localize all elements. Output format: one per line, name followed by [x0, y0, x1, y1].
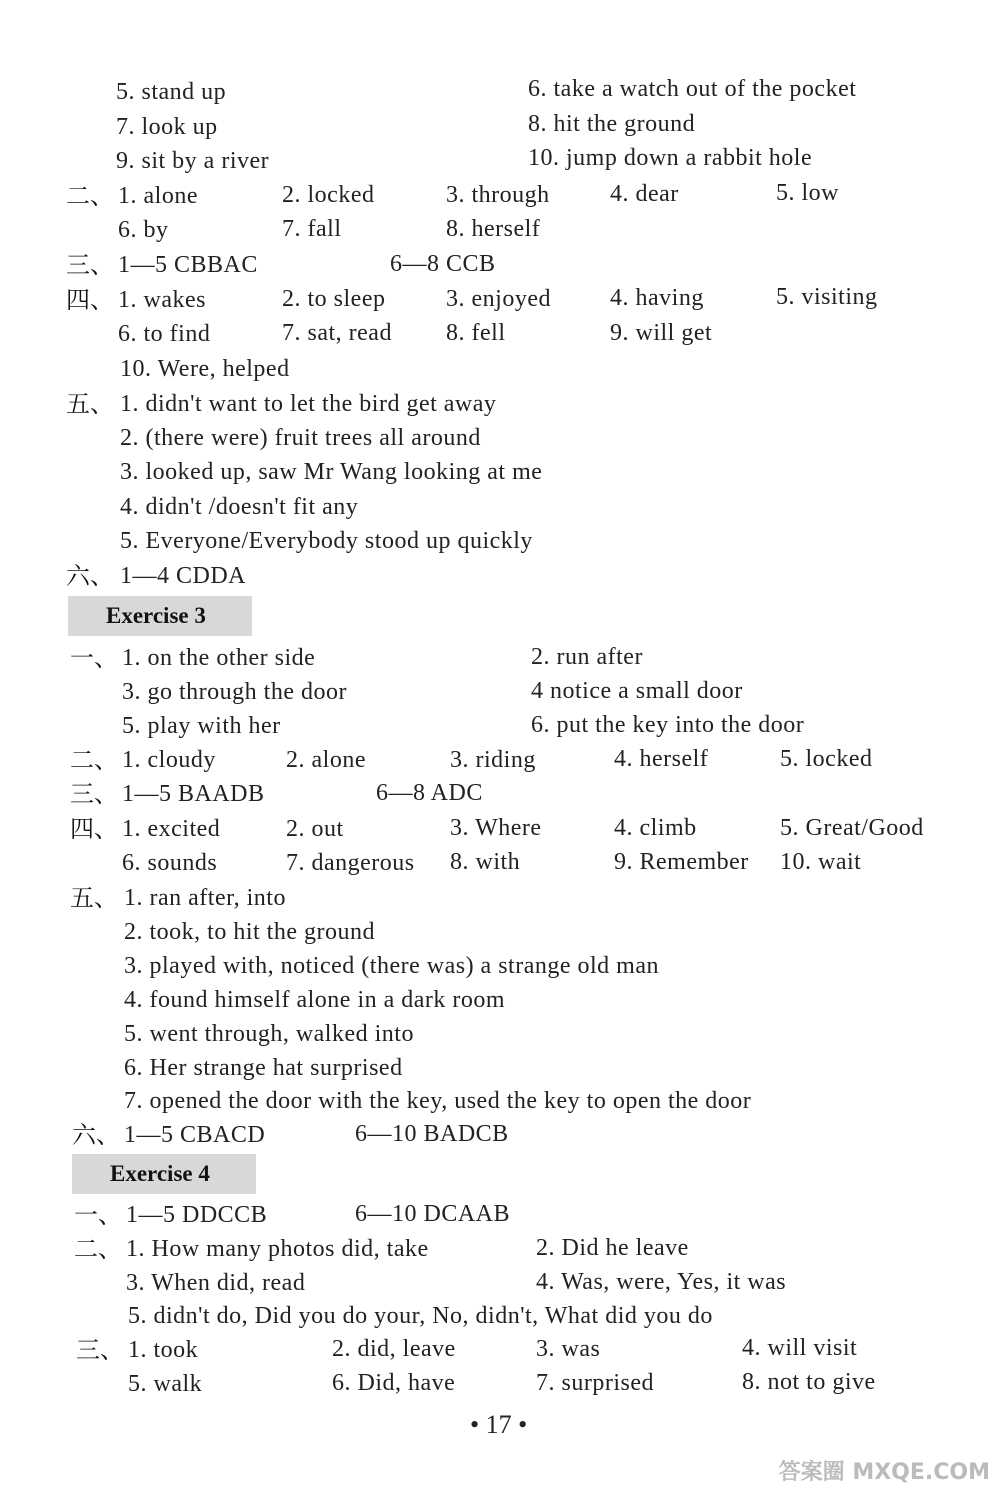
- answer-item: 6—8 CCB: [390, 251, 496, 277]
- section-marker: 二、: [74, 1235, 122, 1263]
- answer-item: 8. fell: [446, 320, 506, 346]
- answer-item: 8. hit the ground: [528, 111, 696, 137]
- answer-item: 3. go through the door: [122, 679, 347, 705]
- answer-item: 6. to find: [118, 321, 211, 347]
- answer-item: 9. sit by a river: [116, 148, 270, 174]
- answer-item: 2. (there were) fruit trees all around: [120, 425, 481, 451]
- answer-item: 7. dangerous: [286, 850, 415, 876]
- answer-item: 4. climb: [614, 815, 697, 841]
- answer-item: 2. alone: [286, 747, 366, 773]
- answer-item: 3. enjoyed: [446, 286, 551, 312]
- answer-item: 5. didn't do, Did you do your, No, didn't, What did you do: [128, 1303, 713, 1329]
- answer-item: 7. surprised: [536, 1370, 654, 1396]
- answer-item: 10. Were, helped: [120, 356, 290, 382]
- section-marker: 六、: [66, 562, 114, 590]
- answer-item: 3. Where: [450, 815, 542, 841]
- answer-item: 1. cloudy: [122, 747, 216, 773]
- answer-item: 6—10 DCAAB: [355, 1201, 511, 1227]
- section-marker: 四、: [70, 815, 118, 843]
- answer-item: 2. run after: [531, 644, 643, 670]
- answer-item: 5. Great/Good: [780, 815, 924, 841]
- answer-item: 6. sounds: [122, 850, 218, 876]
- answer-item: 1. How many photos did, take: [126, 1236, 429, 1262]
- answer-item: 7. look up: [116, 114, 218, 140]
- answer-item: 2. took, to hit the ground: [124, 919, 375, 945]
- answer-item: 2. Did he leave: [536, 1235, 689, 1261]
- section-marker: 四、: [66, 286, 114, 314]
- answer-item: 1. ran after, into: [124, 885, 286, 911]
- section-marker: 二、: [70, 746, 118, 774]
- answer-item: 1—5 DDCCB: [126, 1202, 268, 1228]
- page-number: • 17 •: [470, 1410, 528, 1439]
- answer-item: 5. Everyone/Everybody stood up quickly: [120, 528, 533, 554]
- section-marker: 一、: [74, 1201, 122, 1229]
- answer-item: 5. walk: [128, 1371, 203, 1397]
- answer-item: 4 notice a small door: [531, 678, 743, 704]
- section-marker: 六、: [72, 1121, 120, 1149]
- exercise-header: Exercise 3: [68, 596, 252, 636]
- watermark: 答案圈 MXQE.COM: [778, 1460, 990, 1485]
- answer-item: 1. wakes: [118, 287, 206, 313]
- answer-item: 6—8 ADC: [376, 780, 483, 806]
- answer-item: 8. with: [450, 849, 521, 875]
- answer-item: 1. took: [128, 1337, 199, 1363]
- answer-item: 4. having: [610, 285, 704, 311]
- answer-item: 1—5 BAADB: [122, 781, 265, 807]
- section-marker: 三、: [66, 251, 114, 279]
- answer-item: 8. herself: [446, 216, 541, 242]
- answer-item: 9. will get: [610, 320, 713, 346]
- answer-item: 4. dear: [610, 181, 679, 207]
- section-marker: 一、: [70, 644, 118, 672]
- answer-item: 5. locked: [780, 746, 873, 772]
- answer-item: 6. take a watch out of the pocket: [528, 76, 857, 102]
- section-marker: 五、: [70, 884, 118, 912]
- answer-item: 7. fall: [282, 216, 342, 242]
- answer-item: 3. through: [446, 182, 550, 208]
- answer-item: 2. out: [286, 816, 344, 842]
- answer-item: 6. by: [118, 217, 169, 243]
- answer-item: 1—5 CBBAC: [118, 252, 258, 278]
- answer-item: 2. locked: [282, 182, 375, 208]
- section-marker: 三、: [76, 1336, 124, 1364]
- answer-item: 6—10 BADCB: [355, 1121, 509, 1147]
- answer-item: 4. herself: [614, 746, 709, 772]
- answer-item: 4. found himself alone in a dark room: [124, 987, 506, 1013]
- answer-item: 4. will visit: [742, 1335, 858, 1361]
- answer-item: 1. on the other side: [122, 645, 316, 671]
- exercise-header: Exercise 4: [72, 1154, 256, 1194]
- answer-item: 3. riding: [450, 747, 536, 773]
- answer-item: 1—4 CDDA: [120, 563, 247, 589]
- answer-item: 5. visiting: [776, 284, 878, 310]
- answer-item: 1. excited: [122, 816, 221, 842]
- answer-item: 3. played with, noticed (there was) a strange old man: [124, 953, 659, 979]
- answer-item: 5. play with her: [122, 713, 281, 739]
- answer-item: 10. wait: [780, 849, 862, 875]
- answer-item: 7. opened the door with the key, used the key to open the door: [124, 1088, 752, 1114]
- answer-item: 3. When did, read: [126, 1270, 306, 1296]
- answer-item: 10. jump down a rabbit hole: [528, 145, 813, 171]
- section-marker: 三、: [70, 780, 118, 808]
- answer-item: 8. not to give: [742, 1369, 876, 1395]
- answer-item: 5. low: [776, 180, 839, 206]
- answer-item: 7. sat, read: [282, 320, 392, 346]
- answer-item: 2. to sleep: [282, 286, 386, 312]
- answer-item: 9. Remember: [614, 849, 749, 875]
- section-marker: 二、: [66, 182, 114, 210]
- answer-item: 1. didn't want to let the bird get away: [120, 391, 497, 417]
- answer-item: 1—5 CBACD: [124, 1122, 266, 1148]
- answer-item: 6. Her strange hat surprised: [124, 1055, 403, 1081]
- answer-item: 6. Did, have: [332, 1370, 456, 1396]
- answer-item: 4. Was, were, Yes, it was: [536, 1269, 787, 1295]
- answer-item: 6. put the key into the door: [531, 712, 805, 738]
- answer-item: 5. stand up: [116, 79, 227, 105]
- answer-item: 3. was: [536, 1336, 601, 1362]
- section-marker: 五、: [66, 390, 114, 418]
- answer-item: 5. went through, walked into: [124, 1021, 414, 1047]
- answer-item: 2. did, leave: [332, 1336, 456, 1362]
- answer-item: 4. didn't /doesn't fit any: [120, 494, 359, 520]
- answer-item: 1. alone: [118, 183, 198, 209]
- answer-item: 3. looked up, saw Mr Wang looking at me: [120, 459, 543, 485]
